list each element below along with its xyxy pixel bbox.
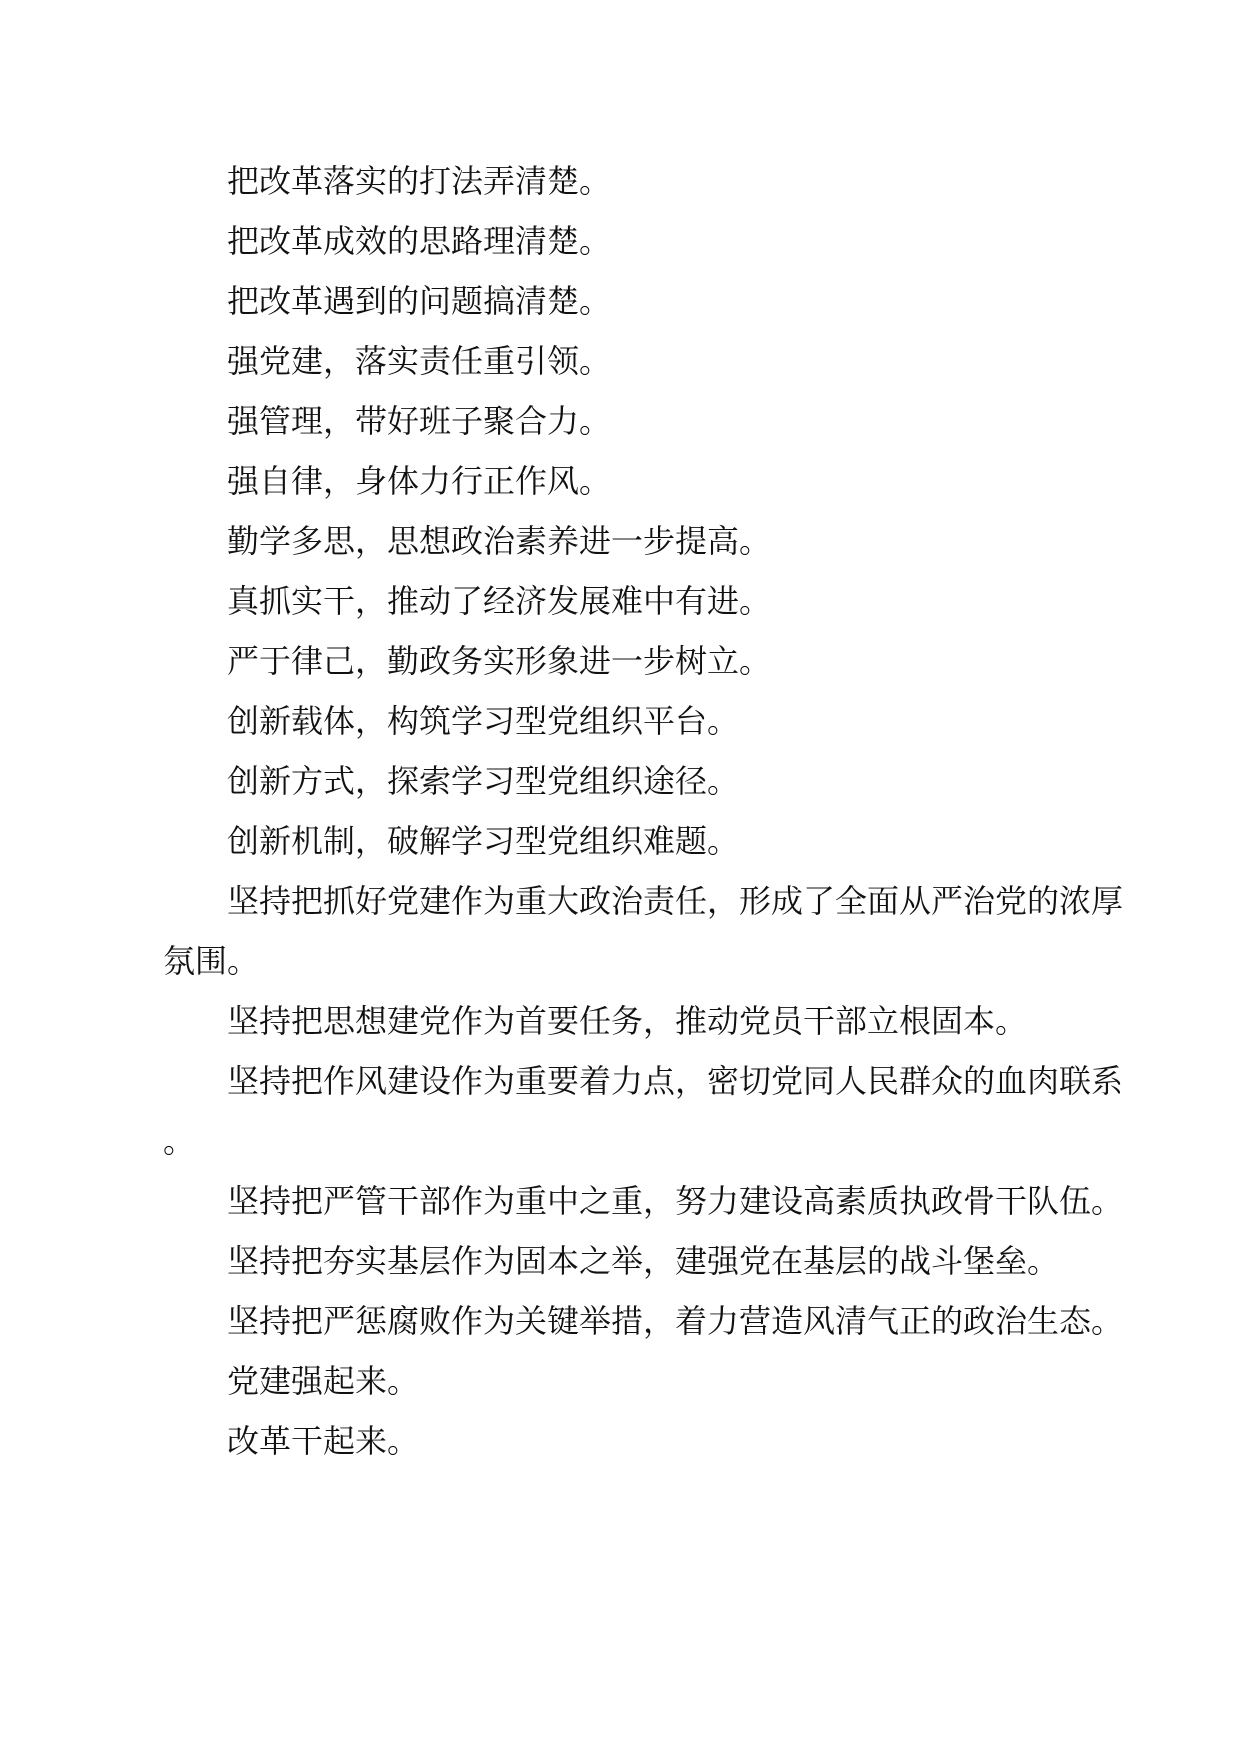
paragraph: 强自律，身体力行正作风。 (227, 462, 612, 500)
paragraph: 勤学多思，思想政治素养进一步提高。 (227, 522, 772, 560)
document-body (163, 151, 1123, 1471)
paragraph: 改革干起来。 (227, 1422, 420, 1460)
paragraph: 真抓实干，推动了经济发展难中有进。 (227, 582, 772, 620)
paragraph: 把改革遇到的问题搞清楚。 (227, 282, 612, 320)
paragraph: 党建强起来。 (227, 1362, 420, 1400)
paragraph: 严于律己，勤政务实形象进一步树立。 (227, 642, 772, 680)
paragraph: 强党建，落实责任重引领。 (227, 342, 612, 380)
paragraph: 坚持把作风建设作为重要着力点，密切党同人民群众的血肉联系。 (163, 1062, 1124, 1160)
paragraph: 把改革落实的打法弄清楚。 (227, 162, 612, 200)
paragraph: 创新载体，构筑学习型党组织平台。 (227, 702, 740, 740)
paragraph: 坚持把严管干部作为重中之重，努力建设高素质执政骨干队伍。 (227, 1182, 1124, 1220)
paragraph: 创新方式，探索学习型党组织途径。 (227, 762, 740, 800)
paragraph: 坚持把夯实基层作为固本之举，建强党在基层的战斗堡垒。 (227, 1242, 1060, 1280)
paragraph: 把改革成效的思路理清楚。 (227, 222, 612, 260)
paragraph: 创新机制，破解学习型党组织难题。 (227, 822, 740, 860)
paragraph: 坚持把思想建党作为首要任务，推动党员干部立根固本。 (227, 1002, 1028, 1040)
paragraph: 坚持把严惩腐败作为关键举措，着力营造风清气正的政治生态。 (227, 1302, 1124, 1340)
paragraph: 坚持把抓好党建作为重大政治责任，形成了全面从严治党的浓厚氛围。 (163, 882, 1124, 980)
paragraph: 强管理，带好班子聚合力。 (227, 402, 612, 440)
